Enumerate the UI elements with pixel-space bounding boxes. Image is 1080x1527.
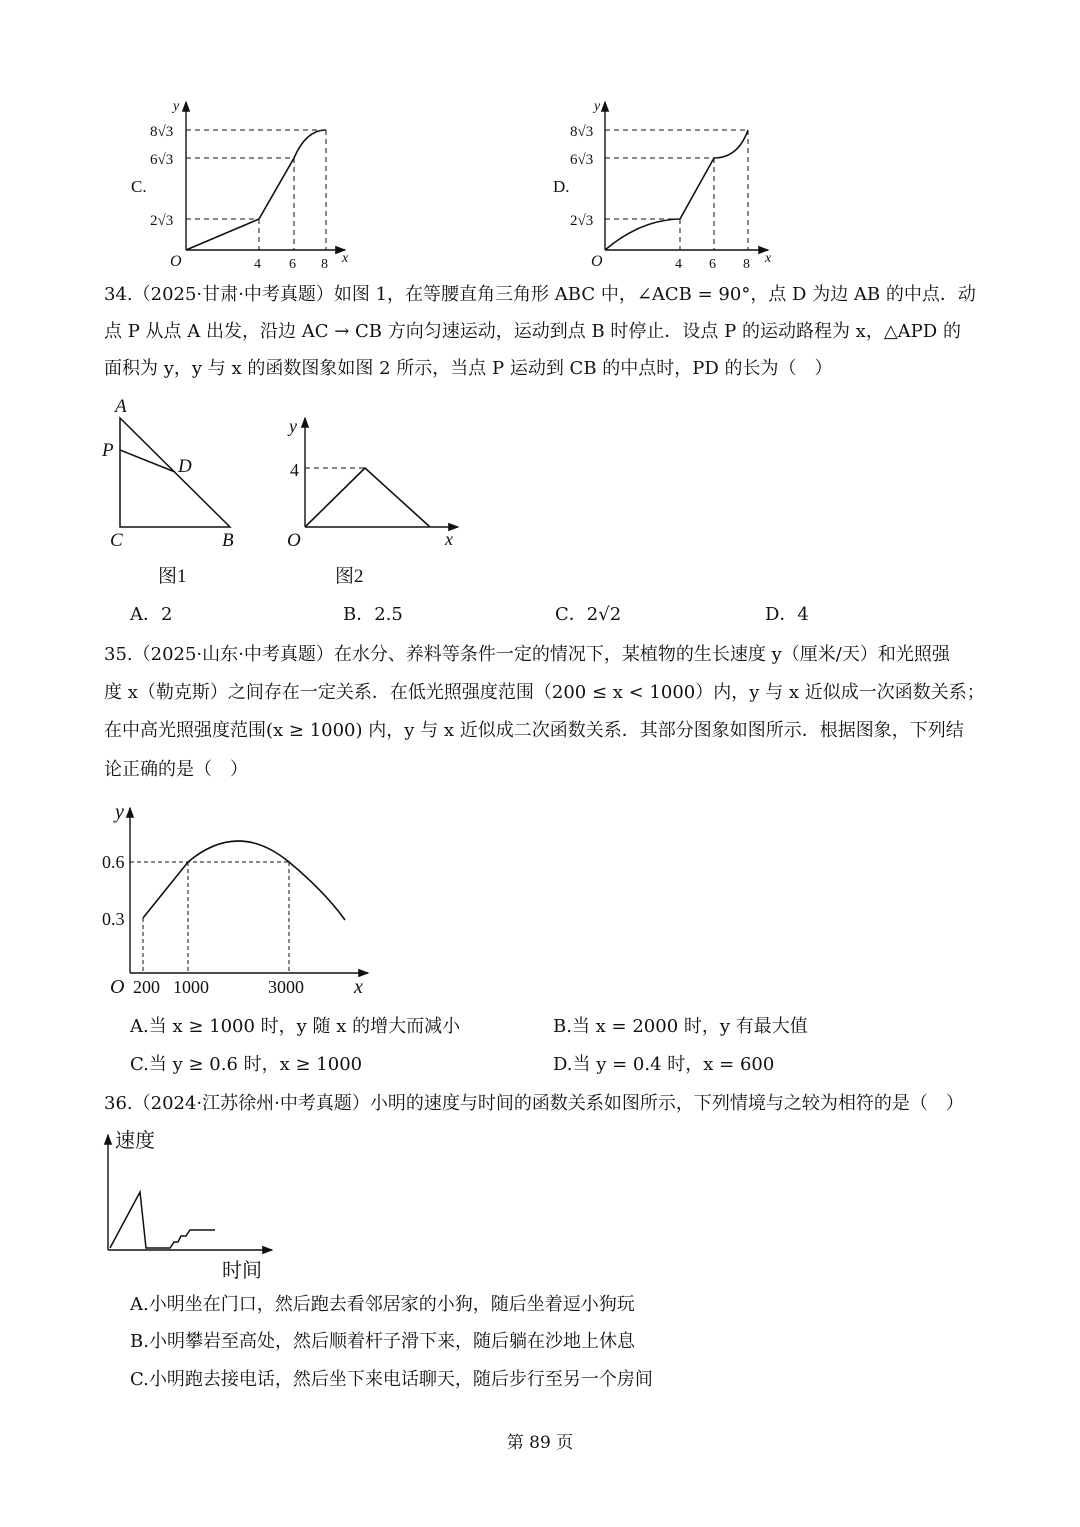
- label: 时间: [222, 1260, 262, 1282]
- label: x: [765, 251, 772, 266]
- q35-curve: [143, 841, 345, 920]
- q35-option-a: A.当 x ≥ 1000 时，y 随 x 的增大而减小: [130, 1016, 461, 1037]
- label: D: [178, 456, 192, 477]
- label: A: [115, 396, 127, 417]
- page-number: 第 89 页: [506, 1433, 574, 1453]
- label: 3000: [268, 977, 304, 997]
- label: x: [445, 529, 453, 549]
- q35-text-line: 35.（2025·山东·中考真题）在水分、养料等条件一定的情况下，某植物的生长速度 y（厘米/天）和光照强: [104, 644, 950, 665]
- fig2-caption: 图2: [335, 566, 364, 587]
- label: 速度: [115, 1130, 155, 1152]
- graph-c-label: C.: [131, 177, 147, 196]
- label: y: [289, 416, 297, 436]
- label: x: [354, 976, 363, 998]
- label: 2√3: [570, 213, 594, 229]
- label: 0.6: [102, 852, 125, 872]
- label: B: [222, 530, 234, 551]
- label: O: [110, 976, 125, 998]
- label: O: [591, 253, 603, 270]
- q36-curve: [110, 1192, 215, 1248]
- q35-option-b: B.当 x = 2000 时，y 有最大值: [553, 1016, 808, 1037]
- q34-option-d: D．4: [765, 604, 809, 625]
- q36-option-b: B.小明攀岩至高处，然后顺着杆子滑下来，随后躺在沙地上休息: [130, 1331, 635, 1352]
- label: 8: [743, 257, 750, 272]
- label: 6√3: [570, 152, 594, 168]
- q36-option-a: A.小明坐在门口，然后跑去看邻居家的小狗，随后坐着逗小狗玩: [130, 1294, 635, 1315]
- q34-option-c: C．2√2: [555, 604, 622, 625]
- label: y: [115, 801, 124, 823]
- q34-option-a: A．2: [130, 604, 173, 625]
- q34-option-b: B．2.5: [343, 604, 403, 625]
- graph-option-c: [186, 102, 345, 250]
- q36-option-c: C.小明跑去接电话，然后坐下来电话聊天，随后步行至另一个房间: [130, 1369, 653, 1390]
- label: P: [102, 440, 114, 461]
- label: 8: [321, 257, 328, 272]
- q35-option-d: D.当 y = 0.4 时，x = 600: [553, 1054, 775, 1075]
- label: 4: [675, 257, 682, 272]
- label: 6: [289, 257, 296, 272]
- label: 6√3: [150, 152, 174, 168]
- label: 0.3: [102, 909, 125, 929]
- q36-graph: [108, 1135, 272, 1250]
- q34-text-line: 34.（2025·甘肃·中考真题）如图 1，在等腰直角三角形 ABC 中，∠ACB = 90°，点 D 为边 AB 的中点．动: [104, 284, 976, 305]
- q35-option-c: C.当 y ≥ 0.6 时，x ≥ 1000: [130, 1054, 363, 1075]
- label: 8√3: [150, 124, 174, 140]
- label: x: [342, 251, 349, 266]
- q35-text-line: 论正确的是（ ）: [104, 759, 248, 780]
- graph-option-d: [605, 102, 768, 250]
- label: O: [287, 530, 301, 551]
- q34-fig2-graph: [305, 418, 458, 527]
- label: 4: [290, 460, 299, 480]
- q34-text-line: 点 P 从点 A 出发，沿边 AC → CB 方向匀速运动，运动到点 B 时停止．设点 P 的运动路程为 x，△APD 的: [104, 321, 961, 342]
- q35-graph: [130, 808, 368, 973]
- q35-text-line: 度 x（勒克斯）之间存在一定关系．在低光照强度范围（200 ≤ x < 1000）内，y 与 x 近似成一次函数关系；: [104, 682, 985, 703]
- label: y: [594, 99, 601, 114]
- q34-fig1-triangle: [120, 418, 230, 527]
- label: 200: [133, 977, 160, 997]
- graph-d-label: D.: [553, 177, 570, 196]
- q34-text-line: 面积为 y，y 与 x 的函数图象如图 2 所示，当点 P 运动到 CB 的中点时，PD 的长为（ ）: [104, 358, 833, 379]
- q36-text-line: 36.（2024·江苏徐州·中考真题）小明的速度与时间的函数关系如图所示，下列情境与之较为相符的是（ ）: [104, 1093, 964, 1114]
- label: 1000: [173, 977, 209, 997]
- graph-d-curve: [605, 130, 748, 250]
- label: 2√3: [150, 213, 174, 229]
- label: 8√3: [570, 124, 594, 140]
- label: O: [170, 253, 182, 270]
- fig1-caption: 图1: [158, 566, 187, 587]
- graph-c-curve: [186, 130, 326, 250]
- label: 4: [254, 257, 261, 272]
- label: C: [110, 530, 123, 551]
- label: 6: [709, 257, 716, 272]
- label: y: [173, 99, 180, 114]
- q35-text-line: 在中高光照强度范围(x ≥ 1000) 内，y 与 x 近似成二次函数关系．其部分图象如图所示．根据图象，下列结: [104, 720, 964, 741]
